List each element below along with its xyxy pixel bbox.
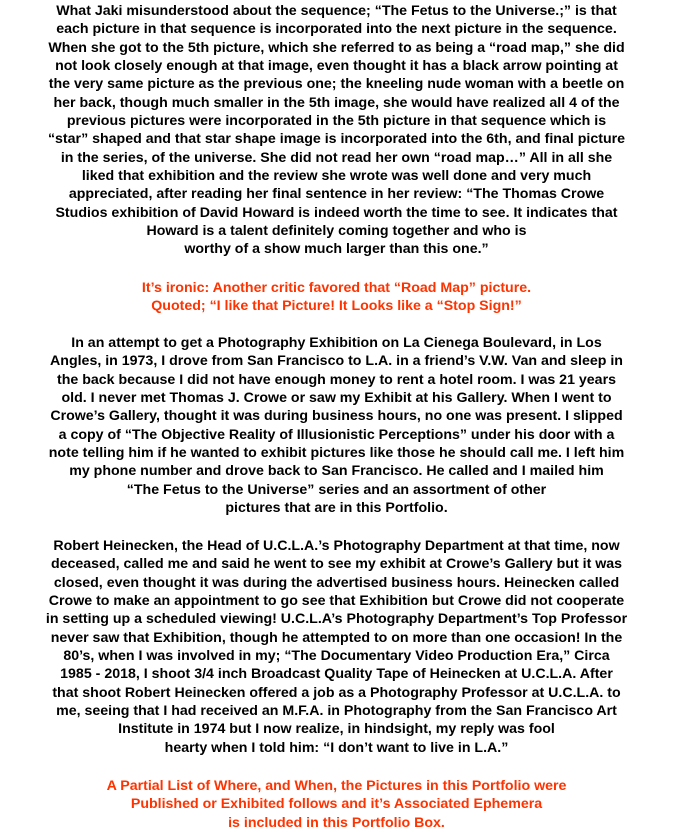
text-line: It’s ironic: Another critic favored that “Road Map” picture. — [141, 280, 532, 296]
text-line: When she got to the 5th picture, which she referred to as being a “road map,” she did — [48, 39, 625, 56]
text-line: Crowe’s Gallery, thought it was during business hours, no one was present. I slipped — [50, 408, 623, 425]
text-line: liked that exhibition and the review she wrote was well done and very much — [81, 168, 592, 185]
text-line: her back, though much smaller in the 5th image, she would have realized all 4 of the — [53, 94, 620, 111]
text-line: hearty when I told him: “I don’t want to live in L.A.” — [164, 739, 509, 756]
text-line: the back because I did not have enough money to rent a hotel room. I was 21 years — [57, 371, 616, 388]
text-line: that shoot Robert Heinecken offered a job as a Photography Professor at U.C.L.A. to — [52, 684, 621, 701]
text-line: What Jaki misunderstood about the sequence; “The Fetus to the Universe.;” is that — [56, 3, 617, 19]
text-line: appreciated, after reading her final sentence in her review: “The Thomas Crowe — [68, 186, 605, 203]
text-line: A Partial List of Where, and When, the Pictures in this Portfolio were — [106, 778, 567, 794]
text-line: each picture in that sequence is incorporated into the next picture in the sequence. — [56, 21, 617, 38]
text-line: a copy of “The Objective Reality of Illusionistic Perceptions” under his door with a — [58, 426, 615, 443]
text-line: Studios exhibition of David Howard is indeed worth the time to see. It indicates that — [55, 204, 618, 221]
text-line: not look closely enough at that image, even thought it has a black arrow pointing at — [55, 58, 618, 75]
text-line: Crowe to make an appointment to go see that Exhibition but Crowe did not cooperate — [48, 593, 625, 610]
text-line: “The Fetus to the Universe” series and an assortment of other — [126, 481, 547, 498]
text-line: old. I never met Thomas J. Crowe or saw my Exhibit at his Gallery. When I went to — [61, 390, 612, 407]
text-line: Published or Exhibited follows and it’s Associated Ephemera — [130, 796, 543, 813]
text-line: Robert Heinecken, the Head of U.C.L.A.’s Photography Department at that time, now — [53, 538, 620, 554]
text-line: “star” shaped and that star shape image is incorporated into the 6th, and final picture — [47, 131, 626, 148]
text-line: In an attempt to get a Photography Exhibition on La Cienega Boulevard, in Los — [71, 335, 602, 351]
text-line: previous pictures were incorporated in the 5th picture in that sequence which is — [66, 113, 607, 130]
text-line: the very same picture as the previous one; the kneeling nude woman with a beetle on — [48, 76, 625, 93]
text-line: 1985 - 2018, I shoot 3/4 inch Broadcast Quality Tape of Heinecken at U.C.L.A. After — [60, 666, 613, 683]
text-line: worthy of a show much larger than this one.” — [184, 241, 489, 258]
text-line: Institute in 1974 but I now realize, in hindsight, my reply was fool — [118, 721, 555, 738]
text-line: Howard is a talent definitely coming together and who is — [146, 223, 527, 240]
text-line: Angles, in 1973, I drove from San Francisco to L.A. in a friend’s V.W. Van and sleep in — [50, 353, 623, 370]
text-line: 80’s, when I was involved in my; “The Documentary Video Production Era,” Circa — [63, 648, 610, 665]
paragraph-la-cienega-trip — [0, 334, 673, 517]
text-line: note telling him if he wanted to exhibit pictures like those he should call me. I left him — [48, 445, 625, 462]
text-line: never saw that Exhibition, though he attempted to on more than one occasion! In the — [50, 629, 623, 646]
paragraph-jaki-review — [0, 2, 673, 259]
paragraph-ironic-quote — [0, 279, 673, 316]
text-line: me, seeing that I had received an M.F.A. in Photography from the San Francisco Art — [56, 703, 617, 720]
paragraph-partial-list-heading — [0, 777, 673, 832]
text-line: deceased, called me and said he went to see my exhibit at Crowe’s Gallery but it was — [50, 556, 623, 573]
text-line: my phone number and drove back to San Francisco. He called and I mailed him — [69, 463, 604, 480]
text-line: in the series, of the universe. She did not read her own “road map…” All in all she — [60, 149, 613, 166]
paragraph-heinecken — [0, 537, 673, 757]
text-line: pictures that are in this Portfolio. — [225, 500, 448, 517]
text-line: closed, even thought it was during the advertised business hours. Heinecken called — [53, 574, 620, 591]
text-line: Quoted; “I like that Picture! It Looks like a “Stop Sign!” — [151, 298, 522, 315]
text-line: is included in this Portfolio Box. — [228, 814, 445, 831]
text-line: in setting up a scheduled viewing! U.C.L.A’s Photography Department’s Top Professor — [45, 611, 628, 628]
